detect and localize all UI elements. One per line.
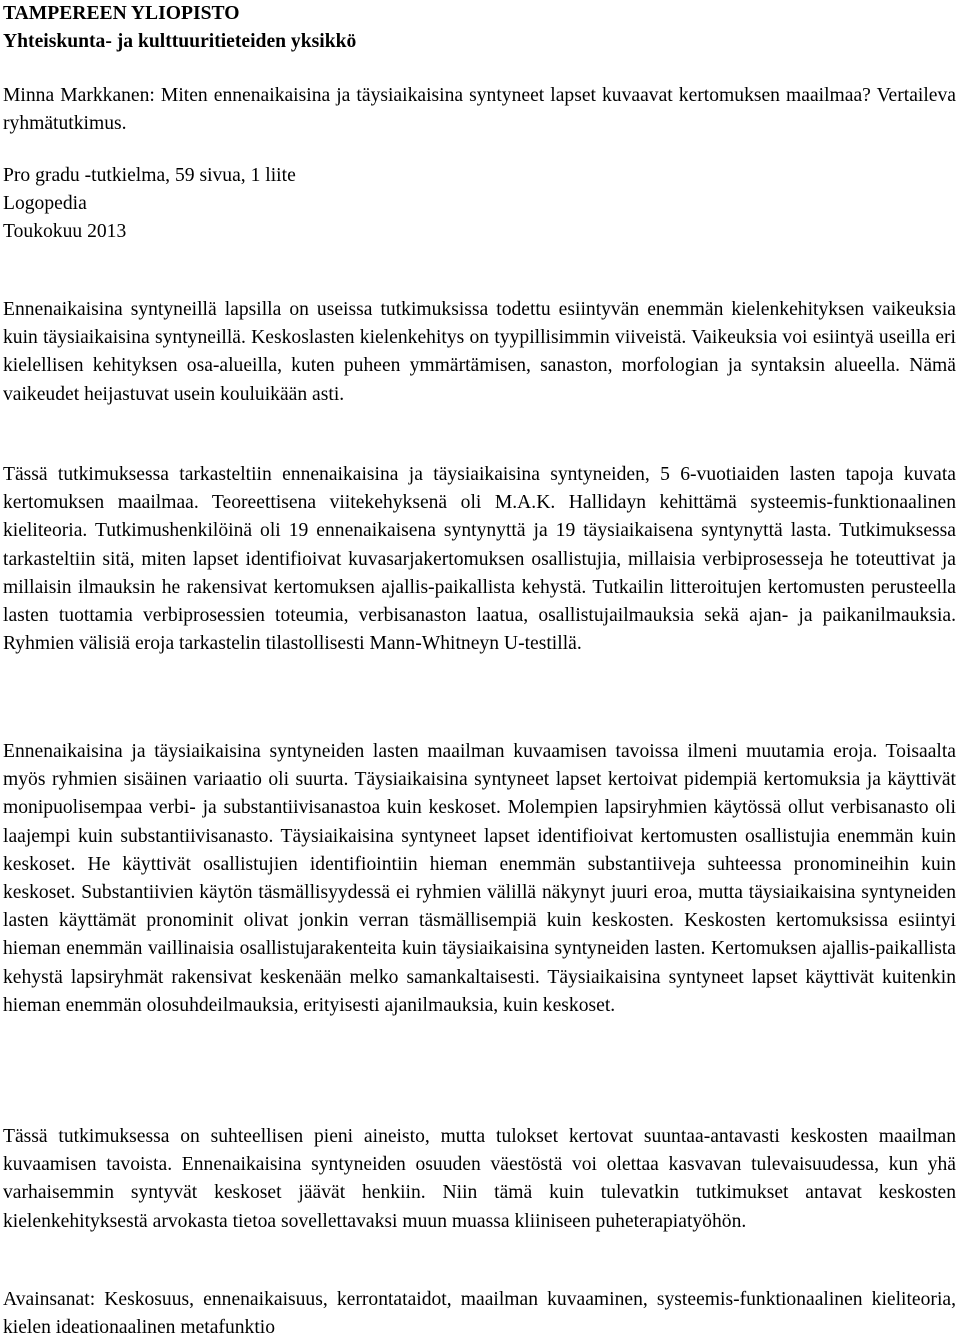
paragraph-4 [3, 1123, 956, 1236]
paragraph-1 [3, 296, 956, 409]
keywords [3, 1286, 956, 1342]
subject: Logopedia [3, 193, 87, 215]
abstract-paragraph: Tässä tutkimuksessa on suhteellisen pieni aineisto, mutta tulokset kertovat suuntaa-antavasti keskosten maailman kuvaamisen tavoista. Ennenaikaisina syntyneiden osuuden väestöstä voi olettaa kasvavan tulevaisuudessa, kun yhä varhaisemmin syntyvät keskoset jäävät henkiin. Niin tämä kuin tulevatkin tutkimukset antavat keskosten kielenkehityksestä arvokasta tietoa sovellettavaksi muun muassa kliiniseen puheterapiatyöhön. [3, 1126, 956, 1232]
paragraph-3 [3, 738, 956, 1020]
unit-name: Yhteiskunta- ja kulttuuritieteiden yksikkö [3, 31, 357, 53]
abstract-paragraph: Ennenaikaisina syntyneillä lapsilla on useissa tutkimuksissa todettu esiintyvän enemmän kielenkehityksen vaikeuksia kuin täysiaikaisina syntyneillä. Keskoslasten kielenkehitys on tyypillisimmin viiveistä. Vaikeuksia voi esiintyä useilla eri kielellisen kehityksen osa-alueilla, kuten puheen ymmärtämisen, sanaston, morfologian ja syntaksin alueella. Nämä vaikeudet heijastuvat usein kouluikään asti. [3, 299, 956, 405]
header [3, 0, 956, 56]
university-name: TAMPEREEN YLIOPISTO [3, 3, 240, 24]
author-and-thesis-title: Minna Markkanen: Miten ennenaikaisina ja täysiaikaisina syntyneet lapset kuvaavat kertomuksen maailmaa? Vertaileva ryhmätutkimus. [3, 85, 956, 135]
thesis-meta [3, 162, 956, 247]
author-title [3, 82, 956, 138]
abstract-paragraph: Ennenaikaisina ja täysiaikaisina syntyneiden lasten maailman kuvaamisen tavoissa ilmeni muutamia eroja. Toisaalta myös ryhmien sisäinen variaatio oli suurta. Täysiaikaisina syntyneet lapset kertoivat pidempiä kertomuksia ja käyttivät monipuolisempaa verbi- ja substantiivisanastoa kuin keskoset. Molempien lapsiryhmien käytössä ollut verbisanasto oli laajempi kuin substantiivisanasto. Täysiaikaisina syntyneet lapset identifioivat kertomusten osallistujia enemmän kuin keskoset. He käyttivät osallistujien identifiointiin hieman enemmän substantiiveja suhteessa pronomineihin kuin keskoset. Substantiivien käytön täsmällisyydessä ei ryhmien välillä näkynyt juuri eroa, mutta täysiaikaisina syntyneiden lasten käyttämät pronominit olivat jonkin verran täsmällisempiä kuin keskosten. Keskosten kertomuksissa esiintyi hieman enemmän vaillinaisia osallistujarakenteita kuin täysiaikaisina syntyneiden lasten. Kertomuksen ajallis-paikallista kehystä lapsiryhmät rakensivat keskenään melko samankaltaisesti. Täysiaikaisina syntyneet lapset käyttivät kuitenkin hieman enemmän olosuhdeilmauksia, erityisesti ajanilmauksia, kuin keskoset. [3, 741, 956, 1016]
date: Toukokuu 2013 [3, 221, 127, 243]
paragraph-2 [3, 461, 956, 658]
abstract-paragraph: Tässä tutkimuksessa tarkasteltiin ennenaikaisina ja täysiaikaisina syntyneiden, 5 6-vuotiaiden lasten tapoja kuvata kertomuksen maailmaa. Teoreettisena viitekehyksenä oli M.A.K. Hallidayn kehittämä systeemis-funktionaalinen kieliteoria. Tutkimushenkilöinä oli 19 ennenaikaisena syntynyttä ja 19 täysiaikaisena syntynyttä lasta. Tutkimuksessa tarkasteltiin sitä, miten lapset identifioivat kuvasarjakertomuksen osallistujia, millaisia verbiprosesseja he toteuttivat ja millaisin ilmauksin he rakensivat kertomuksen ajallis-paikallista kehystä. Tutkailin litteroitujen kertomusten perusteella lasten tuottamia verbiprosessien toteumia, verbisanaston laatua, osallistujailmauksia sekä ajan- ja paikanilmauksia. Ryhmien välisiä eroja tarkastelin tilastollisesti Mann-Whitneyn U-testillä. [3, 464, 956, 655]
thesis-info: Pro gradu -tutkielma, 59 sivua, 1 liite [3, 165, 296, 186]
keywords-text: Avainsanat: Keskosuus, ennenaikaisuus, kerrontataidot, maailman kuvaaminen, systeemis-funktionaalinen kieliteoria, kielen ideationaalinen metafunktio [3, 1289, 956, 1339]
